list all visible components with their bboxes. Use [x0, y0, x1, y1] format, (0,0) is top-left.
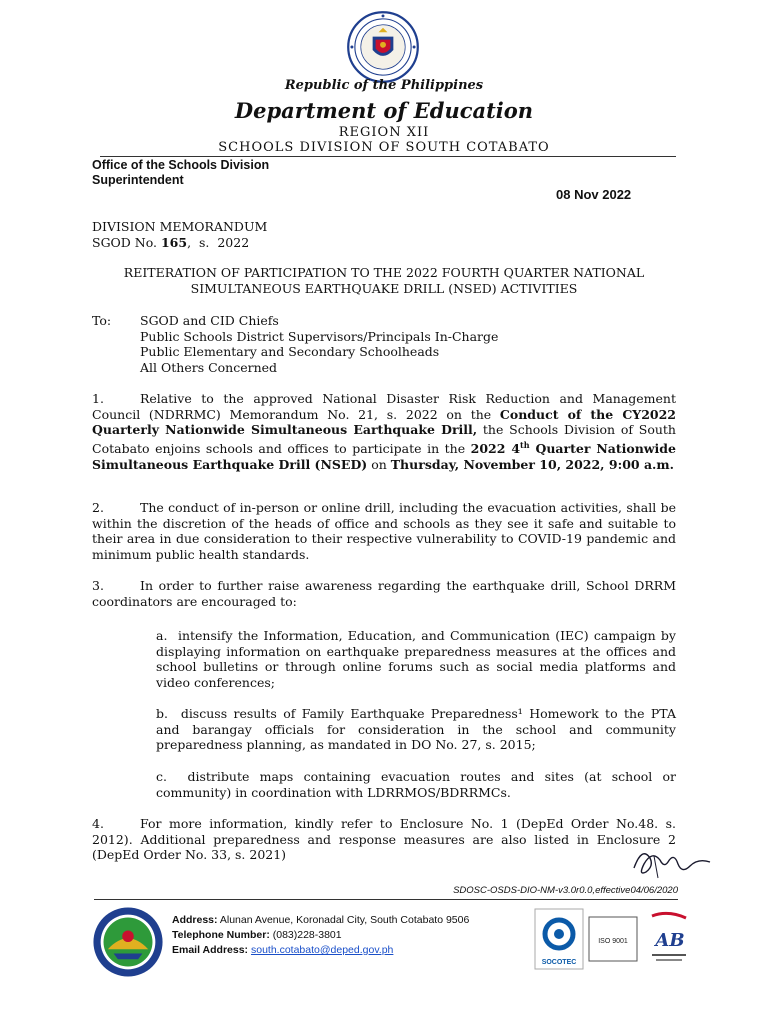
subject-line-2: SIMULTANEOUS EARTHQUAKE DRILL (NSED) ACTIVITIES — [190, 281, 578, 296]
list-item-label: c. — [156, 769, 167, 784]
address-line — [172, 913, 469, 928]
office-label — [92, 158, 332, 188]
memo-prefix: SGOD No. — [92, 235, 161, 250]
paragraph-1 — [92, 391, 676, 472]
paragraph-bold-text: Conduct of the CY2022 Quarterly Nationwide Simultaneous Earthquake Drill, — [92, 406, 676, 438]
address-label: Address: — [172, 914, 218, 926]
division-heading: SCHOOLS DIVISION OF SOUTH COTABATO — [218, 140, 550, 155]
list-item-b — [156, 706, 676, 753]
memo-series: , s. 2022 — [187, 235, 250, 250]
paragraph-text: on — [367, 456, 391, 472]
tab-label: AB — [655, 930, 685, 951]
paragraph-text: the Schools Division of South Cotabato enjoins schools and offices to participate in the — [92, 422, 676, 456]
email-label: Email Address: — [172, 944, 249, 956]
list-item-text: intensify the Information, Education, and Communication (IEC) campaign by displaying information on earthquake preparedness measures at the offices and school bulletins or through online forums such as social media platforms and video conferences; — [156, 628, 676, 690]
republic-heading: Republic of the Philippines — [284, 78, 484, 93]
paragraph-number: 3. — [92, 578, 104, 593]
signature-image — [624, 838, 714, 886]
socotec-label: SOCOTEC — [541, 959, 577, 966]
paragraph-4 — [92, 816, 676, 863]
office-line-2: Superintendent — [92, 173, 184, 187]
phone-value: (083)228-3801 — [269, 929, 342, 941]
list-item-text: distribute maps containing evacuation routes and sites (at school or community) in coordination with LDRRMOS/BDRRMCs. — [156, 769, 676, 800]
recipient-list — [140, 313, 498, 375]
subject-line-1: REITERATION OF PARTICIPATION TO THE 2022 FOURTH QUARTER NATIONAL — [123, 265, 645, 280]
memo-number: 165 — [160, 235, 188, 250]
email-link[interactable]: south.cotabato@deped.gov.ph — [250, 944, 394, 956]
paragraph-text: For more information, kindly refer to Enclosure No. 1 (DepEd Order No.48. s. 2012). Additional preparedness and response measures are also listed in Enclosure 2 (DepEd Order No. 33, s. 2021) — [92, 816, 676, 863]
region-heading: REGION XII — [338, 125, 430, 140]
phone-line — [172, 928, 469, 943]
socotec-certification-logo — [534, 908, 584, 970]
contact-info — [172, 913, 469, 958]
header-divider — [100, 156, 676, 157]
list-item-label: a. — [156, 628, 168, 643]
footer-divider — [94, 899, 678, 900]
email-line — [172, 943, 469, 958]
paragraph-bold-text: Quarter Nationwide Simultaneous Earthquake Drill (NSED) — [92, 440, 676, 472]
office-line-1: Office of the Schools Division — [92, 158, 270, 172]
recipient-item: SGOD and CID Chiefs — [140, 313, 279, 328]
memo-header — [92, 219, 267, 251]
paragraph-number: 2. — [92, 500, 104, 515]
document-id: SDOSC-OSDS-DIO-NM-v3.0r0.0,effective04/06/2020 — [453, 885, 678, 896]
memo-number-line — [92, 235, 267, 251]
paragraph-text: Relative to the approved National Disaster Risk Reduction and Management Council (NDRRMC) Memorandum No. 21, s. 2022 on the — [92, 391, 676, 422]
paragraph-3 — [92, 578, 676, 609]
paragraph-number: 1. — [92, 391, 104, 406]
iso-certification-logo — [588, 916, 638, 962]
address-value: Alunan Avenue, Koronadal City, South Cotabato 9506 — [217, 914, 470, 926]
iso-label: ISO 9001 — [598, 938, 628, 945]
memo-date: 08 Nov 2022 — [556, 187, 632, 202]
deped-seal-logo — [346, 10, 420, 84]
memo-subject — [92, 265, 676, 297]
phone-label: Telephone Number: — [172, 929, 270, 941]
department-heading: Department of Education — [234, 98, 534, 123]
recipient-item: Public Schools District Supervisors/Principals In-Charge — [140, 328, 499, 344]
list-item-c — [156, 769, 676, 800]
paragraph-2 — [92, 500, 676, 562]
to-label: To: — [92, 313, 112, 328]
paragraph-bold-text: 2022 4 — [470, 440, 521, 456]
tab-accreditation-logo — [646, 908, 692, 970]
paragraph-text: The conduct of in-person or online drill, including the evacuation activities, shall be within the discretion of the heads of office and schools as they see it safe and suitable to their area in due consideration to their respective vulnerability to COVID-19 pandemic and minimum public health standards. — [92, 500, 676, 562]
paragraph-text: In order to further raise awareness regarding the earthquake drill, School DRRM coordinators are encouraged to: — [92, 578, 676, 609]
paragraph-number: 4. — [92, 816, 104, 831]
division-seal-logo — [92, 906, 164, 978]
list-item-label: b. — [156, 706, 168, 721]
memo-title: DIVISION MEMORANDUM — [92, 219, 268, 234]
ordinal-superscript: th — [520, 439, 530, 450]
list-item-text: discuss results of Family Earthquake Preparedness¹ Homework to the PTA and barangay officials for consideration in the school and community preparedness planning, as mandated in DO No. 27, s. 2015; — [156, 706, 676, 753]
list-item-a — [156, 628, 676, 690]
paragraph-bold-text: Thursday, November 10, 2022, 9:00 a.m. — [390, 456, 674, 472]
recipient-item: Public Elementary and Secondary Schoolheads — [140, 344, 440, 359]
recipient-item: All Others Concerned — [140, 359, 278, 375]
